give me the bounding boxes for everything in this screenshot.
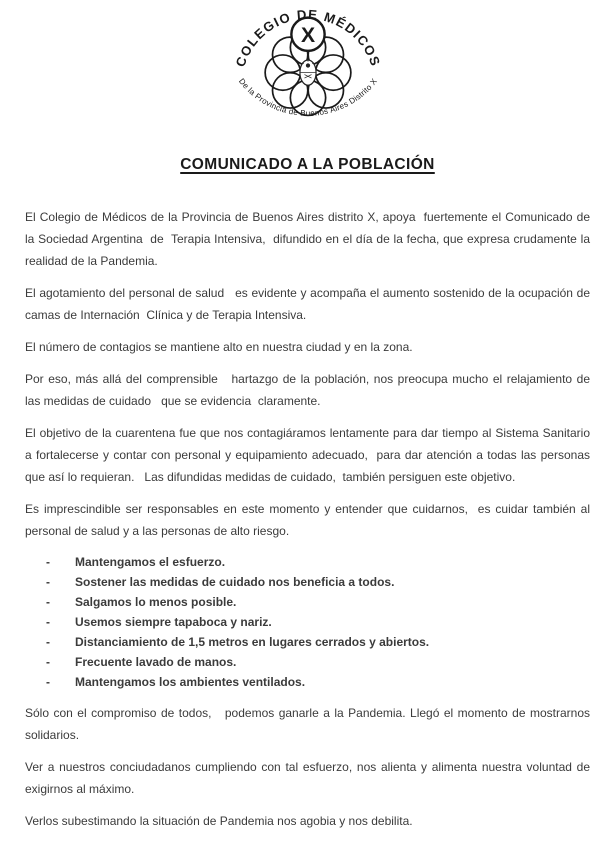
bullet-list: [25, 552, 590, 692]
paragraph: Ver a nuestros conciudadanos cumpliendo con tal esfuerzo, nos alienta y alimenta nuestra voluntad de exigirnos al máximo.: [25, 760, 594, 796]
list-item-text: Salgamos lo menos posible.: [75, 595, 237, 609]
list-item-text: Usemos siempre tapaboca y nariz.: [75, 615, 272, 629]
paragraph: Verlos subestimando la situación de Pandemia nos agobia y nos debilita.: [25, 814, 413, 828]
dash-marker: -: [46, 675, 50, 689]
list-item-text: Distanciamiento de 1,5 metros en lugares cerrados y abiertos.: [75, 635, 430, 649]
list-item: [25, 572, 590, 592]
paragraph: Sólo con el compromiso de todos, podemos ganarle a la Pandemia. Llegó el momento de mostrarnos solidarios.: [25, 706, 594, 742]
logo: [25, 0, 590, 129]
logo-arc-bottom-text: De la Provincia de Buenos Aires Distrito X: [236, 76, 379, 118]
dash-marker: -: [46, 655, 50, 669]
page-title: COMUNICADO A LA POBLACIÓN: [180, 156, 435, 173]
list-item-text: Sostener las medidas de cuidado nos beneficia a todos.: [75, 575, 395, 589]
dash-marker: -: [46, 575, 50, 589]
list-item-text: Mantengamos el esfuerzo.: [75, 555, 226, 569]
paragraph: El número de contagios se mantiene alto en nuestra ciudad y en la zona.: [25, 340, 413, 354]
paragraph: El agotamiento del personal de salud es evidente y acompaña el aumento sostenido de la ocupación de camas de Internación Clínica y de Terapia Intensiva.: [25, 286, 594, 322]
list-item: [25, 592, 590, 612]
list-item: [25, 552, 590, 572]
coat-of-arms-icon: [299, 60, 315, 85]
dash-marker: -: [46, 595, 50, 609]
list-item-text: Mantengamos los ambientes ventilados.: [75, 675, 306, 689]
list-item: [25, 612, 590, 632]
paragraph: El objetivo de la cuarentena fue que nos contagiáramos lentamente para dar tiempo al Sistema Sanitario a fortalecerse y contar con personal y equipamiento adecuado, para dar atención a todas las personas que así lo requieran. Las difundidas medidas de cuidado, también persiguen este objetivo.: [25, 426, 594, 484]
dash-marker: -: [46, 555, 50, 569]
logo-arc-top-text: COLEGIO DE MÉDICOS: [232, 6, 383, 69]
colegio-de-medicos-logo-icon: [232, 3, 384, 124]
dash-marker: -: [46, 615, 50, 629]
paragraph: Por eso, más allá del comprensible hartazgo de la población, nos preocupa mucho el relajamiento de las medidas de cuidado que se evidencia claramente.: [25, 372, 601, 408]
paragraph: El Colegio de Médicos de la Provincia de Buenos Aires distrito X, apoya fuertemente el Comunicado de la Sociedad Argentina de Terapia Intensiva, difundido en el día de la fecha, que expresa crudamente la realidad de la Pandemia.: [25, 210, 597, 268]
list-item: [25, 672, 590, 692]
list-item: [25, 632, 590, 652]
list-item: [25, 652, 590, 672]
document-body: [25, 206, 601, 832]
list-item-text: Frecuente lavado de manos.: [75, 655, 237, 669]
badge-letter: X: [300, 23, 315, 47]
paragraph: Es imprescindible ser responsables en este momento y entender que cuidarnos, es cuidar también al personal de salud y a las personas de alto riesgo.: [25, 502, 594, 538]
dash-marker: -: [46, 635, 50, 649]
